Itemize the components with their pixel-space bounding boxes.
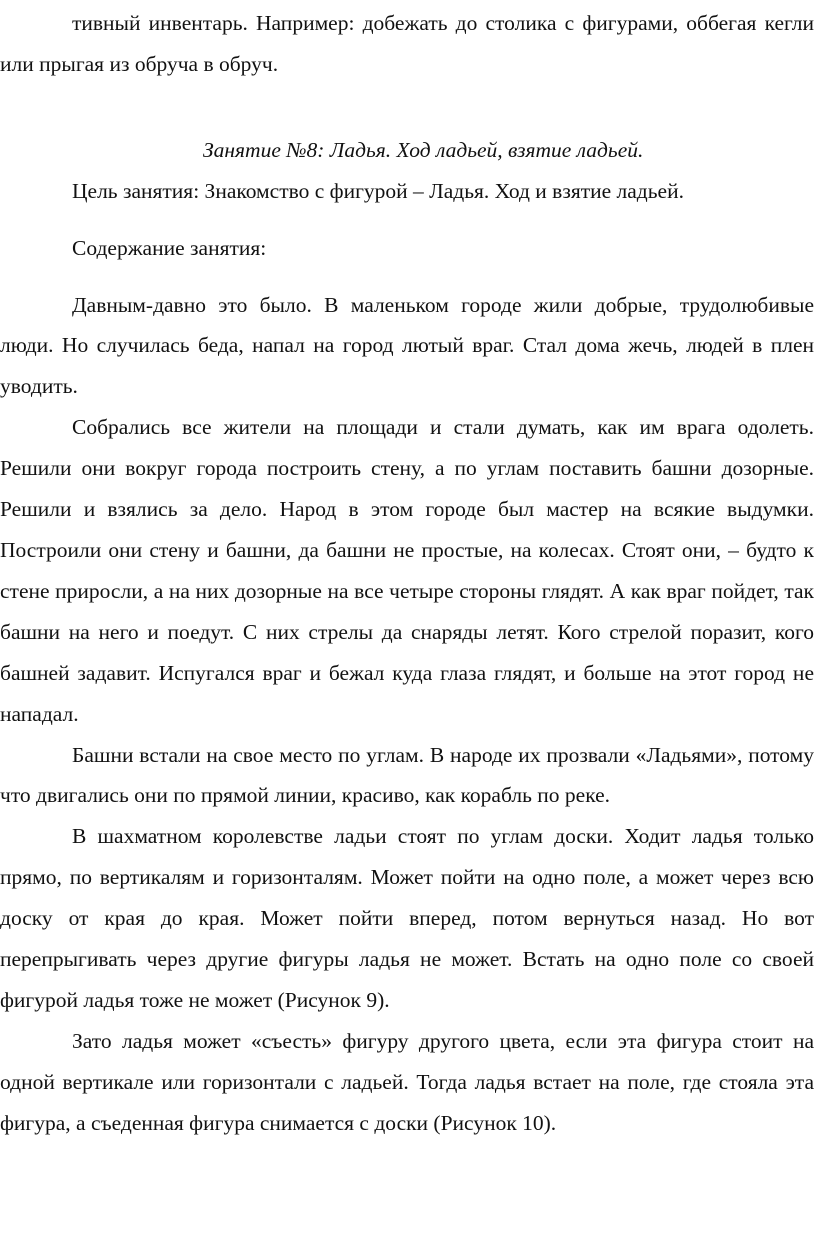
towers-paragraph: Башни встали на свое место по углам. В народе их прозвали «Ладьями», потому что двигались они по прямой линии, красиво, как корабль по реке.	[0, 742, 814, 808]
intro-paragraph: тивный инвентарь. Например: добежать до столика с фигурами, оббегая кегли или прыгая из обруча в обруч.	[0, 11, 814, 76]
story-paragraph: Давным-давно это было. В маленьком городе жили добрые, трудолюбивые люди. Но случилась беда, напал на город лютый враг. Стал дома жечь, людей в плен уводить.	[0, 292, 814, 399]
rook-move-paragraph: В шахматном королевстве ладьи стоят по углам доски. Ходит ладья только прямо, по вертикалям и горизонталям. Может пойти на одно поле, а может через всю доску от края до края. Может пойти вперед, потом вернуться назад. Но вот перепрыгивать через другие фигуры ладья не может. Встать на одно поле со своей фигурой ладья тоже не может (Рисунок 9).	[0, 824, 814, 1012]
rook-capture-paragraph: Зато ладья может «съесть» фигуру другого цвета, если эта фигура стоит на одной вертикале или горизонтали с ладьей. Тогда ладья встает на поле, где стояла эта фигура, а съеденная фигура снимается с доски (Рисунок 10).	[0, 1028, 814, 1135]
story-paragraph: Собрались все жители на площади и стали думать, как им врага одолеть. Решили они вокруг города построить стену, а по углам поставить башни дозорные. Решили и взялись за дело. Народ в этом городе был мастер на всякие выдумки. Построили они стену и башни, да башни не простые, на колесах. Стоят они, – будто к стене приросли, а на них дозорные на все четыре стороны глядят. А как враг пойдет, так башни на него и поедут. С них стрелы да снаряды летят. Кого стрелой поразит, кого башней задавит. Испугался враг и бежал куда глаза глядят, и больше на этот город не нападал.	[0, 415, 814, 726]
lesson-title: Занятие №8: Ладья. Ход ладьей, взятие ладьей.	[203, 137, 644, 162]
lesson-goal: Цель занятия: Знакомство с фигурой – Ладья. Ход и взятие ладьей.	[72, 178, 684, 203]
content-heading: Содержание занятия:	[72, 235, 267, 260]
